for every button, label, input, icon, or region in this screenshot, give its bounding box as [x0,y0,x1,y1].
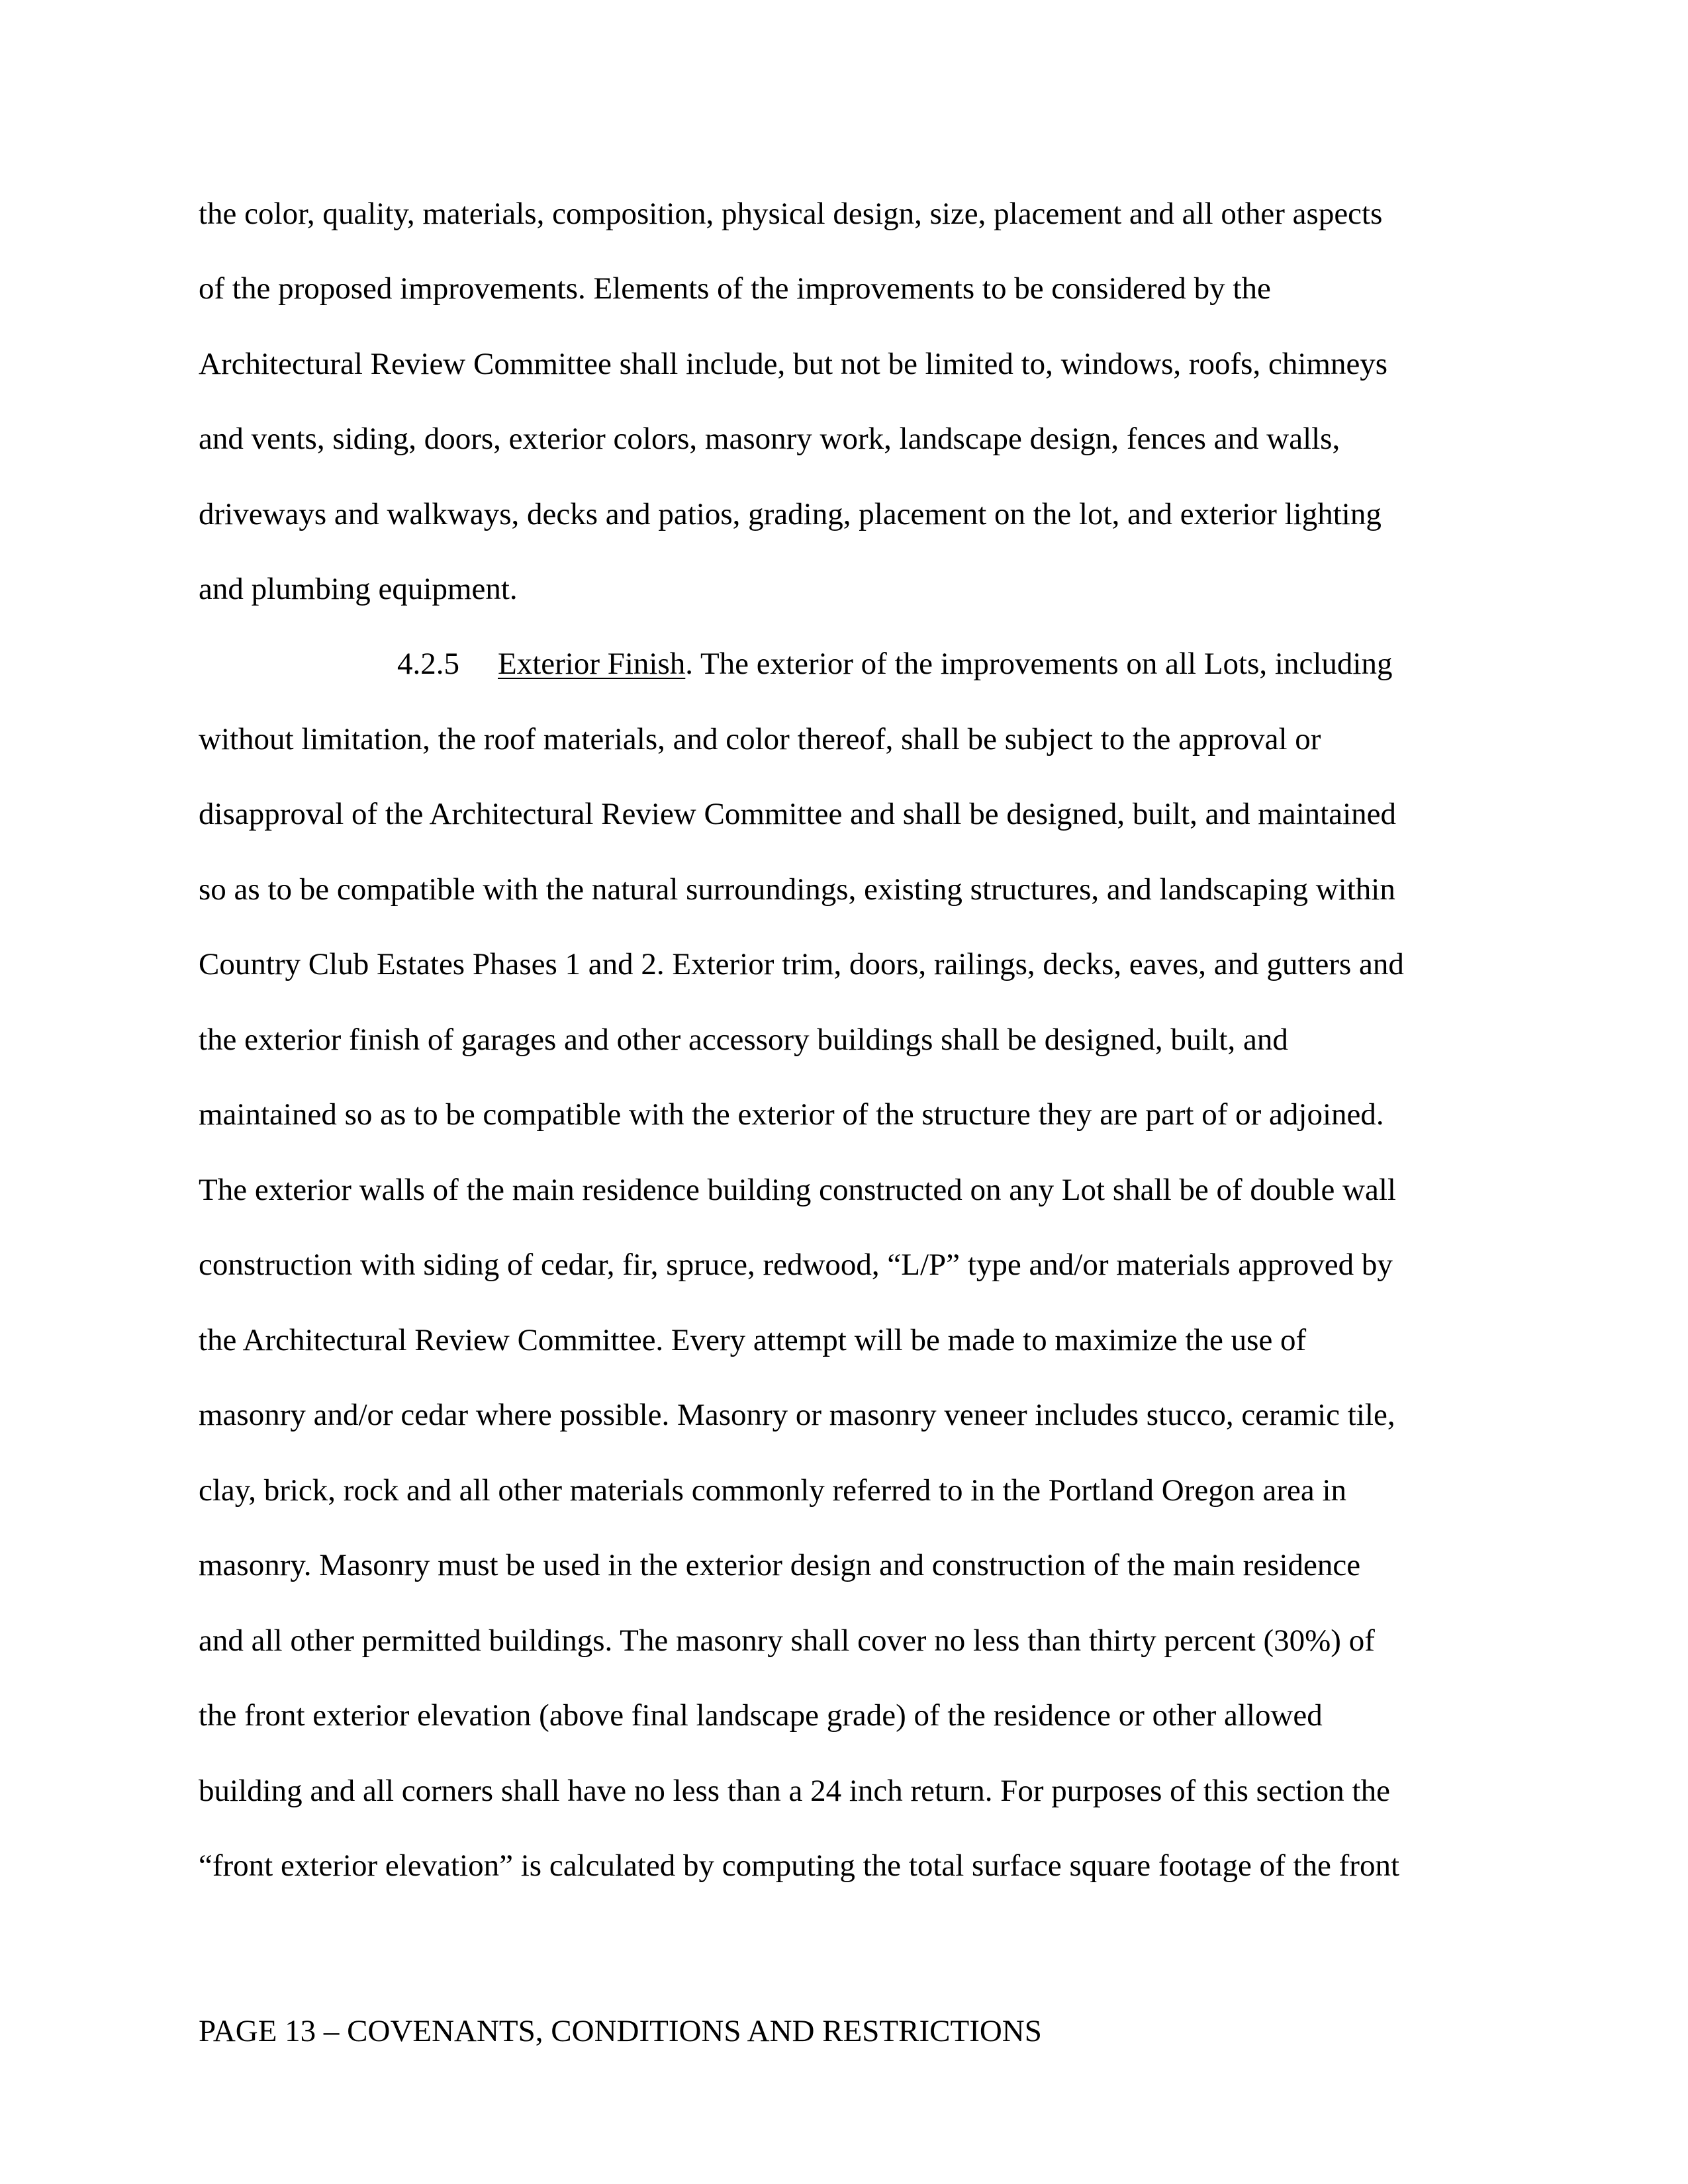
body-text-line: so as to be compatible with the natural surroundings, existing structures, and landscaping within [199,872,1395,907]
body-text-line: “front exterior elevation” is calculated by computing the total surface square footage of the front [199,1848,1399,1883]
section-first-line-text: . The exterior of the improvements on all Lots, including [685,647,1393,681]
body-text-line: masonry. Masonry must be used in the exterior design and construction of the main residence [199,1548,1361,1582]
body-text-line: disapproval of the Architectural Review Committee and shall be designed, built, and maintained [199,797,1397,831]
body-text-line: masonry and/or cedar where possible. Masonry or masonry veneer includes stucco, ceramic tile, [199,1398,1395,1432]
page-footer: PAGE 13 – COVENANTS, CONDITIONS AND RESTRICTIONS [199,2014,1042,2048]
section-number: 4.2.5 [397,647,459,681]
body-text-line: Architectural Review Committee shall include, but not be limited to, windows, roofs, chimneys [199,347,1388,381]
section-heading-line [397,649,1392,680]
body-text-line: construction with siding of cedar, fir, spruce, redwood, “L/P” type and/or materials approved by [199,1248,1393,1282]
body-text-line: and all other permitted buildings. The masonry shall cover no less than thirty percent (30%) of [199,1623,1375,1658]
body-text-line: the color, quality, materials, composition, physical design, size, placement and all other aspects [199,197,1383,231]
body-text-line: driveways and walkways, decks and patios, grading, placement on the lot, and exterior lighting [199,497,1382,531]
body-text-line: the front exterior elevation (above final landscape grade) of the residence or other allowed [199,1698,1323,1733]
body-text-line: The exterior walls of the main residence building constructed on any Lot shall be of double wall [199,1173,1396,1207]
body-text-line: building and all corners shall have no less than a 24 inch return. For purposes of this section the [199,1774,1390,1808]
body-text-line: clay, brick, rock and all other materials commonly referred to in the Portland Oregon area in [199,1473,1346,1508]
body-text-line: and plumbing equipment. [199,572,518,606]
body-text-line: of the proposed improvements. Elements of the improvements to be considered by the [199,271,1271,306]
section-title: Exterior Finish [498,647,686,681]
body-text-line: maintained so as to be compatible with the exterior of the structure they are part of or adjoined. [199,1097,1384,1132]
body-text-line: the Architectural Review Committee. Every attempt will be made to maximize the use of [199,1323,1307,1357]
body-text-line: without limitation, the roof materials, and color thereof, shall be subject to the approval or [199,722,1321,756]
body-text-line: the exterior finish of garages and other accessory buildings shall be designed, built, and [199,1023,1288,1057]
body-text-line: Country Club Estates Phases 1 and 2. Exterior trim, doors, railings, decks, eaves, and gutters and [199,947,1404,981]
body-text-line: and vents, siding, doors, exterior colors, masonry work, landscape design, fences and walls, [199,422,1340,456]
